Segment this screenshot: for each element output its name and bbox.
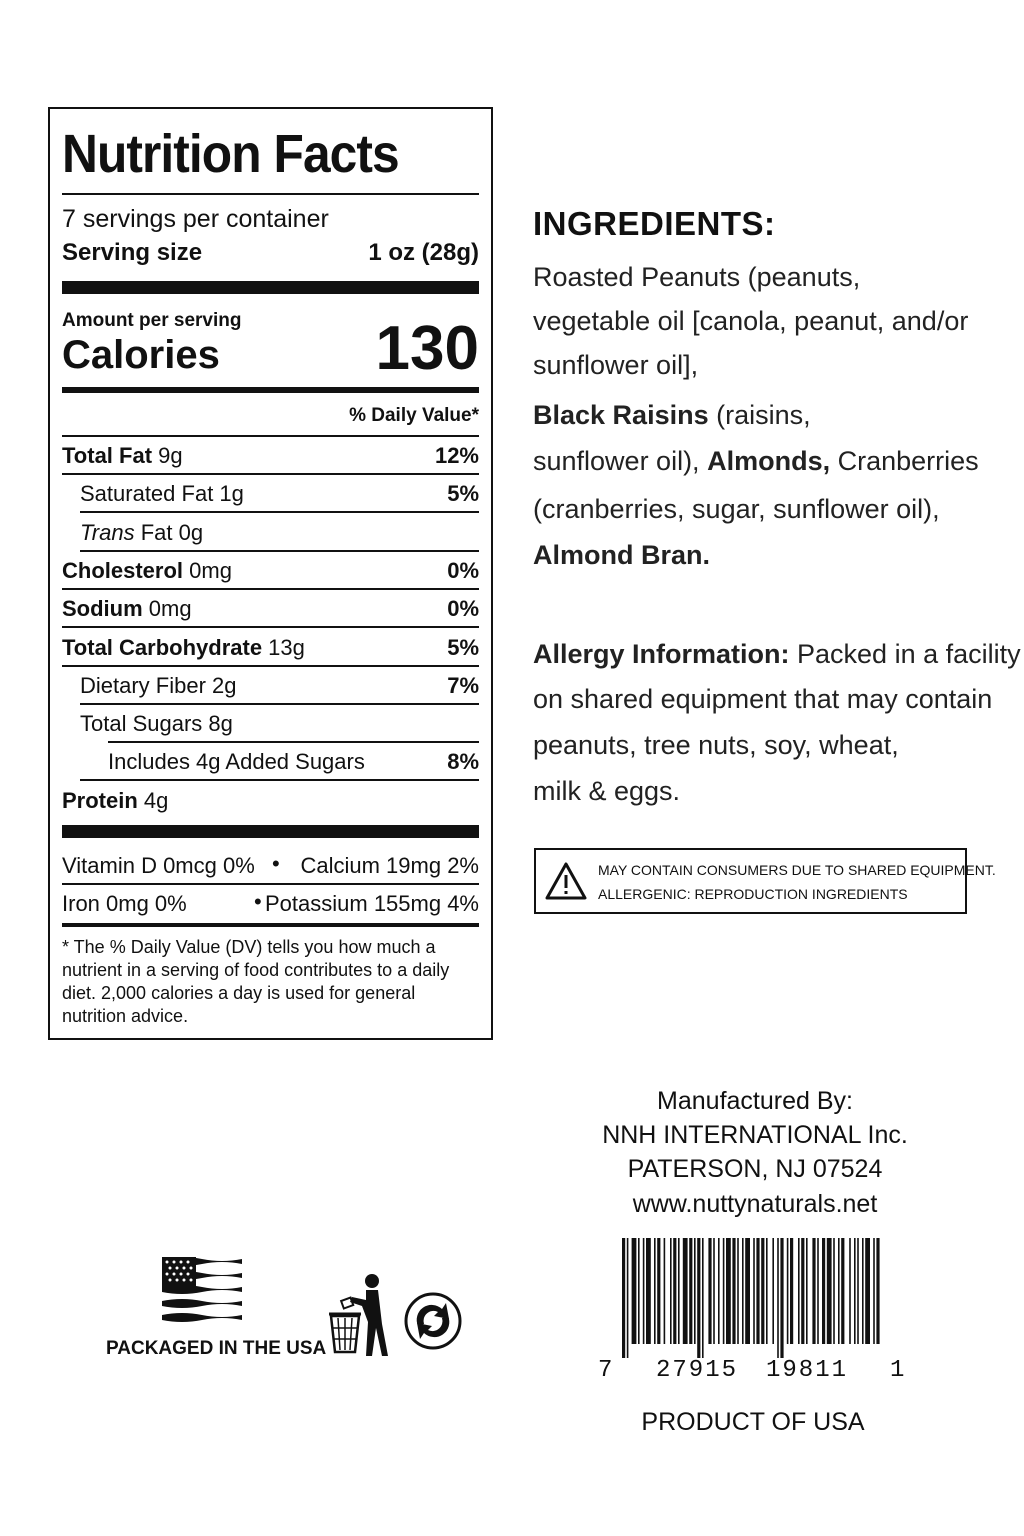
barcode-bar	[745, 1238, 750, 1344]
barcode-bar	[817, 1238, 819, 1344]
nutrient-row	[62, 782, 479, 820]
nutrient-name: Protein	[62, 787, 138, 813]
ingredients-line: (cranberries, sugar, sunflower oil),	[533, 494, 940, 524]
barcode-bar	[708, 1238, 711, 1344]
barcode-bar	[772, 1238, 774, 1344]
servings-per-container: 7 servings per container	[62, 205, 329, 233]
barcode-bar	[862, 1238, 864, 1344]
barcode-bar	[713, 1238, 715, 1344]
nutrient-name: Total Fat	[62, 443, 153, 468]
nutrient-amount: 2g	[205, 672, 237, 698]
nutrient-label	[108, 749, 365, 775]
ingredients-line: vegetable oil [canola, peanut, and/or	[533, 306, 969, 336]
packaged-in-usa-label: PACKAGED IN THE USA	[106, 1338, 327, 1359]
barcode-bar	[806, 1238, 808, 1344]
barcode-bar	[857, 1238, 859, 1344]
nutrient-name: Total Carbohydrate	[62, 634, 263, 660]
nutrient-row	[62, 590, 479, 628]
barcode-bar	[865, 1238, 870, 1344]
ingredients-text: sunflower oil),	[533, 446, 708, 476]
nutrient-name: Cholesterol	[62, 557, 184, 583]
nutrient-label	[80, 711, 233, 737]
barcode-bar	[737, 1238, 739, 1344]
footnote-line: nutrient in a serving of food contributes to a daily	[62, 960, 450, 980]
barcode-bar	[678, 1238, 680, 1344]
barcode-bar	[761, 1238, 764, 1344]
nutrition-title: Nutrition Facts	[62, 124, 399, 184]
barcode-bar	[627, 1238, 629, 1358]
manufacturer-heading: Manufactured By:	[657, 1087, 853, 1115]
almonds: Almonds,	[707, 446, 831, 476]
nutrient-amount: 8g	[202, 711, 233, 737]
iron: Iron 0mg 0%	[62, 891, 187, 916]
potassium: Potassium 155mg 4%	[265, 891, 479, 916]
barcode-right-group: 19811	[766, 1357, 849, 1384]
nutrient-daily-value: 12%	[434, 443, 479, 468]
barcode-bar	[742, 1238, 744, 1344]
thick-divider	[62, 825, 479, 838]
barcode-bar	[756, 1238, 759, 1344]
warning-line: MAY CONTAIN CONSUMERS DUE TO SHARED EQUIPMENT.	[598, 862, 996, 878]
barcode	[620, 1238, 880, 1358]
product-of: PRODUCT OF USA	[641, 1408, 865, 1436]
barcode-bar	[833, 1238, 835, 1344]
nutrient-amount: 0mg	[183, 557, 232, 583]
nutrient-label	[62, 596, 192, 622]
ingredients-text: Cranberries	[830, 446, 979, 476]
barcode-bar	[654, 1238, 656, 1344]
barcode-bar	[723, 1238, 725, 1344]
nutrient-amount: 0mg	[142, 596, 192, 622]
nutrient-label	[62, 443, 183, 469]
allergy-text: Packed in a facility	[789, 639, 1021, 669]
barcode-bar	[822, 1238, 825, 1344]
divider	[62, 923, 479, 927]
barcode-bar	[694, 1238, 696, 1344]
nutrient-daily-value: 7%	[447, 672, 479, 698]
nutrient-daily-value: 5%	[447, 481, 479, 507]
barcode-bar	[838, 1238, 840, 1344]
barcode-bar	[689, 1238, 692, 1344]
nutrient-name: Saturated Fat	[80, 481, 214, 507]
allergy-label: Allergy Information:	[533, 639, 790, 669]
barcode-bar	[876, 1238, 879, 1344]
nutrient-label	[80, 673, 237, 699]
barcode-bar	[702, 1238, 704, 1358]
divider	[62, 193, 479, 195]
barcode-bar	[790, 1238, 793, 1344]
ingredients-line: Roasted Peanuts (peanuts,	[533, 262, 861, 292]
manufacturer-address: PATERSON, NJ 07524	[627, 1155, 883, 1183]
nutrient-row	[62, 667, 479, 705]
barcode-bar	[787, 1238, 789, 1344]
ingredients-line: sunflower oil],	[533, 350, 699, 380]
warning-triangle-icon	[544, 861, 588, 901]
barcode-bar	[801, 1238, 804, 1344]
manufacturer-company: NNH INTERNATIONAL Inc.	[602, 1121, 908, 1149]
barcode-bar	[697, 1238, 700, 1358]
barcode-bar	[643, 1238, 645, 1344]
divider	[62, 883, 479, 885]
barcode-bar	[753, 1238, 755, 1344]
black-raisins: Black Raisins	[533, 400, 709, 430]
footnote-line: * The % Daily Value (DV) tells you how much a	[62, 937, 436, 957]
vitamin-d: Vitamin D 0mcg 0%	[62, 853, 255, 878]
barcode-bar	[798, 1238, 800, 1344]
bullet: •	[272, 851, 280, 876]
ingredients-line	[533, 446, 979, 477]
nutrient-amount: 4g	[137, 787, 169, 813]
calories-label: Calories	[62, 333, 220, 377]
barcode-bar	[849, 1238, 851, 1344]
nutrient-row	[62, 743, 479, 781]
barcode-last-digit: 1	[890, 1357, 907, 1384]
barcode-bar	[841, 1238, 844, 1344]
serving-size-label: Serving size	[62, 239, 203, 266]
manufacturer-website: www.nuttynaturals.net	[632, 1190, 878, 1218]
nutrient-name: Sodium	[62, 596, 143, 622]
barcode-bar	[718, 1238, 720, 1344]
allergy-line: on shared equipment that may contain	[533, 684, 993, 714]
trash-disposal-icon	[328, 1272, 390, 1360]
warning-box	[534, 848, 996, 914]
ingredients-text: (raisins,	[708, 400, 811, 430]
barcode-bar	[670, 1238, 672, 1344]
footnote-line: nutrition advice.	[62, 1006, 189, 1026]
nutrient-label	[80, 481, 244, 507]
us-flag-icon	[162, 1255, 242, 1325]
almond-bran: Almond Bran.	[533, 540, 711, 570]
bullet: •	[254, 889, 262, 914]
nutrient-row	[62, 552, 479, 590]
nutrient-row	[62, 437, 479, 475]
ingredients-line	[533, 400, 811, 431]
nutrient-amount: Fat 0g	[134, 519, 204, 545]
nutrient-amount: 13g	[262, 634, 305, 660]
thick-divider	[62, 281, 479, 294]
nutrient-row	[62, 514, 479, 552]
barcode-bar	[854, 1238, 856, 1344]
barcode-bar	[777, 1238, 779, 1358]
calories-value: 130	[375, 314, 479, 383]
barcode-bar	[664, 1238, 666, 1344]
barcode-bar	[726, 1238, 731, 1344]
barcode-bar	[646, 1238, 651, 1344]
barcode-first-digit: 7	[598, 1357, 615, 1384]
recycle-icon	[404, 1292, 462, 1350]
allergy-line: peanuts, tree nuts, soy, wheat,	[533, 730, 899, 760]
amount-per-serving: Amount per serving	[62, 310, 242, 331]
calcium: Calcium 19mg 2%	[300, 853, 479, 878]
barcode-bar	[683, 1238, 688, 1344]
barcode-bar	[827, 1238, 832, 1344]
nutrient-daily-value: 5%	[447, 634, 479, 660]
warning-line: ALLERGENIC: REPRODUCTION INGREDIENTS	[598, 886, 908, 902]
nutrient-daily-value: 8%	[447, 749, 479, 775]
nutrient-label	[62, 788, 168, 814]
barcode-bar	[622, 1238, 625, 1358]
serving-size-value: 1 oz (28g)	[368, 239, 479, 266]
barcode-bar	[812, 1238, 815, 1344]
nutrient-name: Trans	[80, 519, 135, 545]
nutrient-label	[62, 558, 232, 584]
barcode-bar	[638, 1238, 640, 1344]
nutrient-row	[62, 705, 479, 743]
nutrient-name: Dietary Fiber	[80, 672, 206, 698]
nutrient-amount: 1g	[213, 481, 244, 507]
nutrient-label	[80, 520, 203, 546]
nutrient-name: Total Sugars	[80, 711, 203, 737]
barcode-bar	[873, 1238, 875, 1344]
medium-divider	[62, 387, 479, 393]
barcode-bar	[732, 1238, 735, 1344]
nutrient-row	[62, 629, 479, 667]
nutrient-row	[62, 475, 479, 513]
ingredients-title: INGREDIENTS:	[533, 205, 776, 242]
barcode-bar	[780, 1238, 783, 1358]
barcode-left-group: 27915	[656, 1357, 739, 1384]
nutrient-name: Includes 4g Added Sugars	[108, 749, 365, 775]
nutrient-amount: 9g	[152, 443, 183, 468]
barcode-bar	[657, 1238, 660, 1344]
daily-value-header: % Daily Value*	[349, 405, 479, 426]
barcode-bar	[632, 1238, 637, 1344]
allergy-line	[533, 639, 1021, 670]
allergy-line: milk & eggs.	[533, 776, 681, 806]
barcode-bar	[673, 1238, 676, 1344]
nutrient-daily-value: 0%	[447, 557, 479, 583]
footnote-line: diet. 2,000 calories a day is used for general	[62, 983, 416, 1003]
nutrient-label	[62, 635, 305, 661]
nutrient-daily-value: 0%	[447, 596, 479, 622]
barcode-bar	[766, 1238, 768, 1344]
nutrition-facts-panel	[48, 107, 493, 1040]
